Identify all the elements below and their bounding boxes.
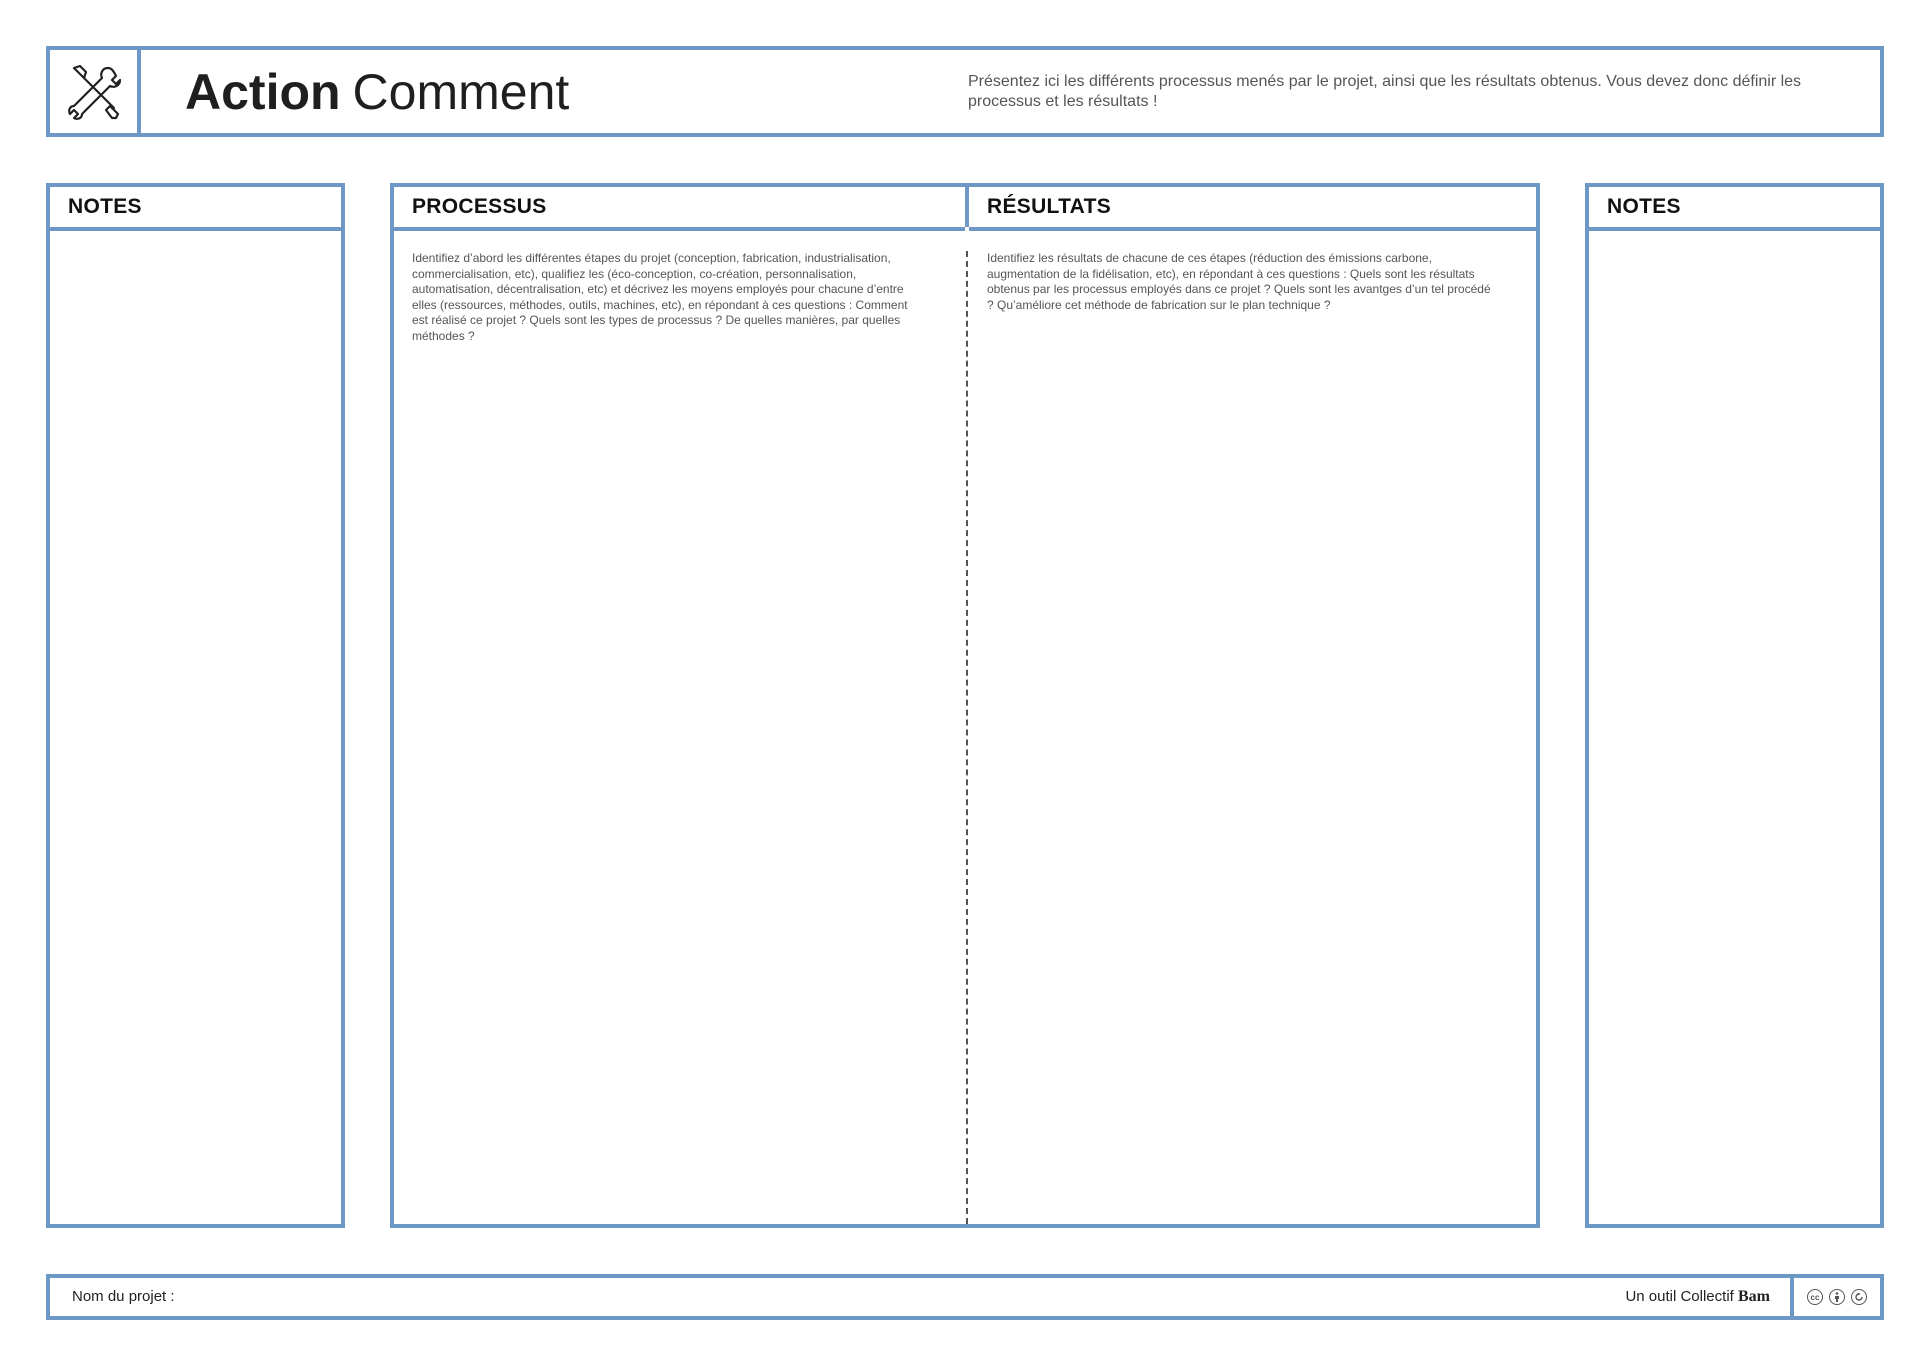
resultats-column[interactable] xyxy=(969,187,1536,1224)
sa-icon xyxy=(1851,1289,1867,1305)
tools-icon xyxy=(64,62,124,122)
notes-panel-right[interactable] xyxy=(1585,183,1884,1228)
credit-brand: Bam xyxy=(1738,1288,1770,1305)
notes-left-heading: NOTES xyxy=(50,187,341,231)
processus-instructions: Identifiez d’abord les différentes étapes du projet (conception, fabrication, industrialisation, commercialisation, etc), qualifiez les (éco-conception, co-création, personnalisation, automatisation, décentralisation, etc) et décrivez les moyens employés pour chacune d’entre elles (ressources, méthodes, outils, machines, etc), en répondant à ces questions : Comment est réalisé ce projet ? Quels sont les types de processus ? De quelles manières, par quelles méthodes ? xyxy=(412,251,908,343)
notes-right-heading: NOTES xyxy=(1589,187,1880,231)
cc-icon: cc xyxy=(1807,1289,1823,1305)
processus-heading: PROCESSUS xyxy=(394,187,965,231)
by-icon xyxy=(1829,1289,1845,1305)
processus-column[interactable] xyxy=(394,187,965,1224)
footer-bar xyxy=(46,1274,1884,1320)
resultats-heading: RÉSULTATS xyxy=(969,187,1536,231)
license-icons xyxy=(1790,1278,1880,1316)
header-description: Présentez ici les différents processus menés par le projet, ainsi que les résultats obtenus. Vous devez donc définir les processus et les résultats ! xyxy=(968,73,1802,110)
page-title xyxy=(185,50,569,133)
project-name-field[interactable]: Nom du projet : xyxy=(72,1288,175,1305)
credit-text xyxy=(1625,1278,1770,1316)
title-bold: Action xyxy=(185,63,341,120)
header-bar xyxy=(46,46,1884,137)
resultats-instructions: Identifiez les résultats de chacune de ces étapes (réduction des émissions carbone, augmentation de la fidélisation, etc), en répondant à ces questions : Quels sont les résultats obtenus par les processus employés dans ce projet ? Quels sont les avantges d’un tel procédé ? Qu’améliore cet méthode de fabrication sur le plan technique ? xyxy=(987,251,1491,312)
credit-prefix: Un outil Collectif xyxy=(1625,1288,1734,1305)
main-panel xyxy=(390,183,1540,1228)
title-light: Comment xyxy=(352,63,570,120)
notes-panel-left[interactable] xyxy=(46,183,345,1228)
header-icon-cell xyxy=(50,50,141,133)
column-dashed-divider xyxy=(966,251,968,1224)
